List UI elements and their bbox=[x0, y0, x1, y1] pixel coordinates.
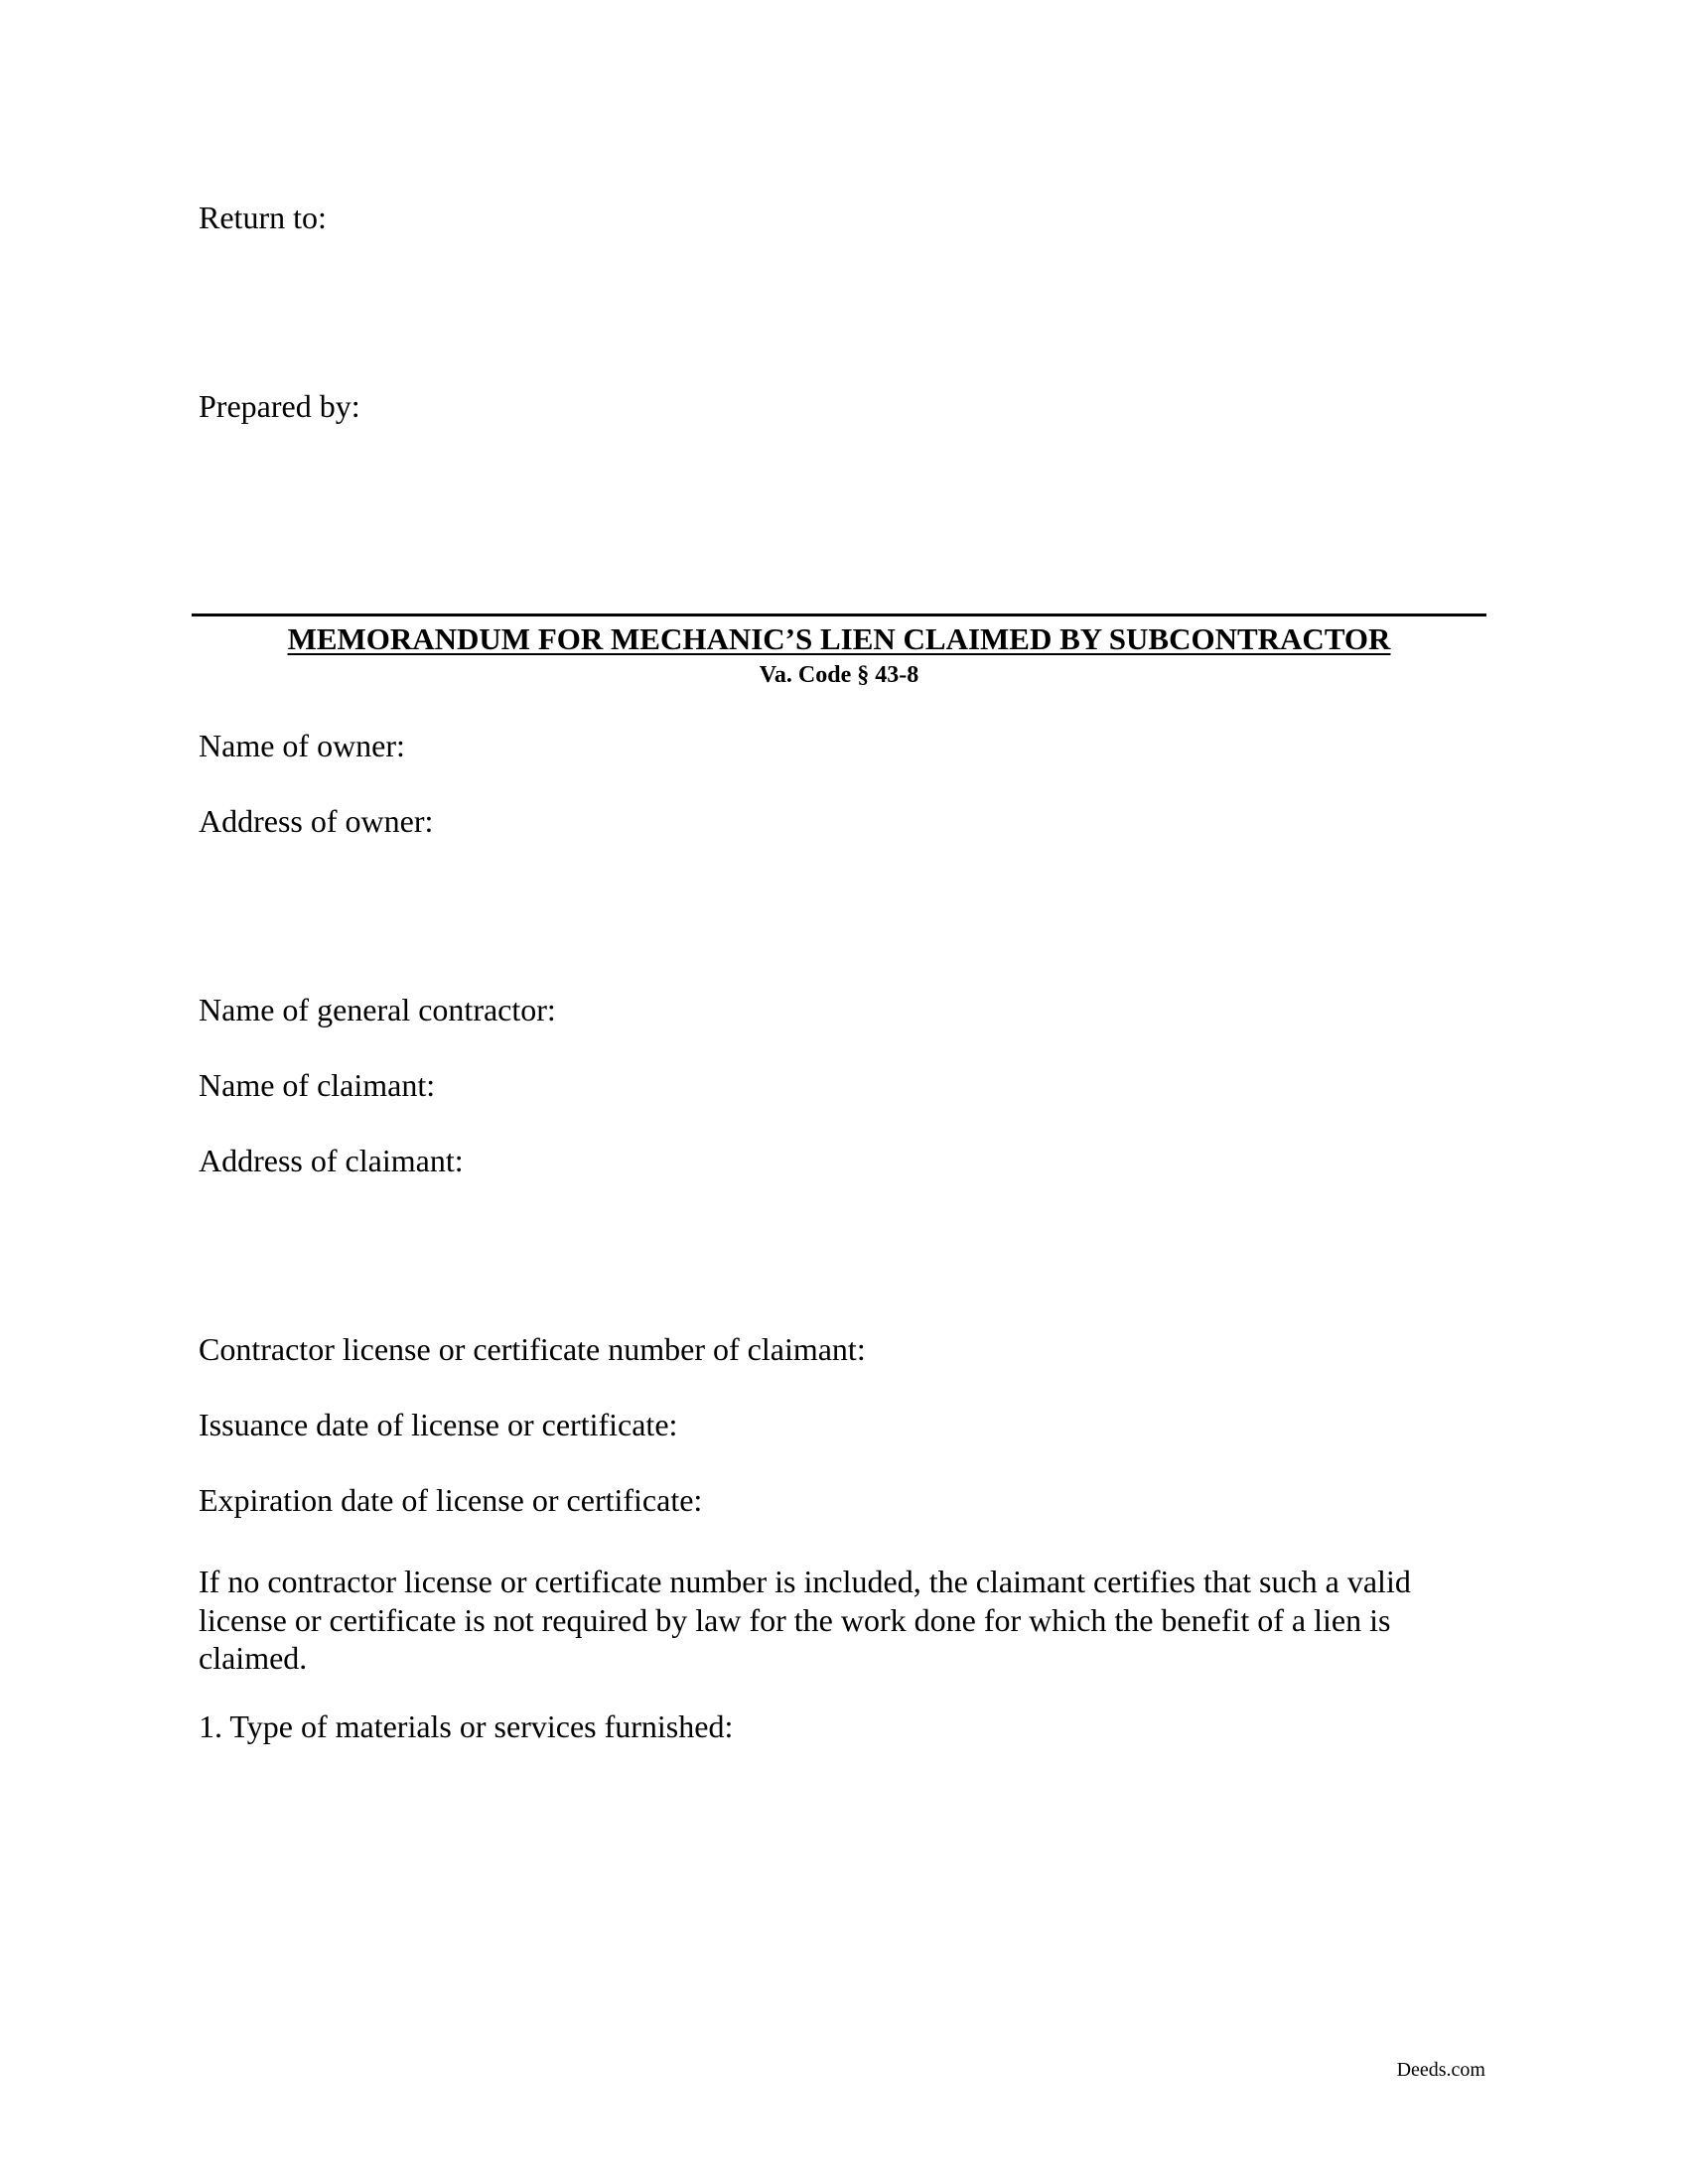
prepared-by-label: Prepared by: bbox=[199, 388, 360, 424]
expiration-date-label: Expiration date of license or certificate: bbox=[199, 1482, 703, 1518]
address-of-claimant-label: Address of claimant: bbox=[199, 1143, 464, 1178]
code-citation: Va. Code § 43-8 bbox=[759, 662, 919, 688]
license-number-label: Contractor license or certificate number of claimant: bbox=[199, 1331, 866, 1367]
return-to-label: Return to: bbox=[199, 200, 327, 235]
address-of-owner-label: Address of owner: bbox=[199, 803, 434, 839]
certification-paragraph bbox=[199, 1563, 1489, 1678]
item-1-materials-label: 1. Type of materials or services furnished: bbox=[199, 1708, 734, 1744]
document-title-text: MEMORANDUM FOR MECHANIC’S LIEN CLAIMED BY SUBCONTRACTOR bbox=[287, 621, 1391, 656]
title-rule bbox=[192, 614, 1486, 616]
name-of-claimant-label: Name of claimant: bbox=[199, 1067, 436, 1103]
issuance-date-label: Issuance date of license or certificate: bbox=[199, 1407, 678, 1442]
document-title bbox=[192, 621, 1486, 657]
general-contractor-label: Name of general contractor: bbox=[199, 992, 556, 1027]
certification-line-3: claimed. bbox=[199, 1640, 308, 1676]
certification-line-1: If no contractor license or certificate number is included, the claimant certifies that such a valid bbox=[199, 1564, 1411, 1599]
certification-line-2: license or certificate is not required by law for the work done for which the benefit of a lien is bbox=[199, 1601, 1391, 1638]
footer-brand: Deeds.com bbox=[1396, 2059, 1485, 2081]
name-of-owner-label: Name of owner: bbox=[199, 728, 405, 763]
